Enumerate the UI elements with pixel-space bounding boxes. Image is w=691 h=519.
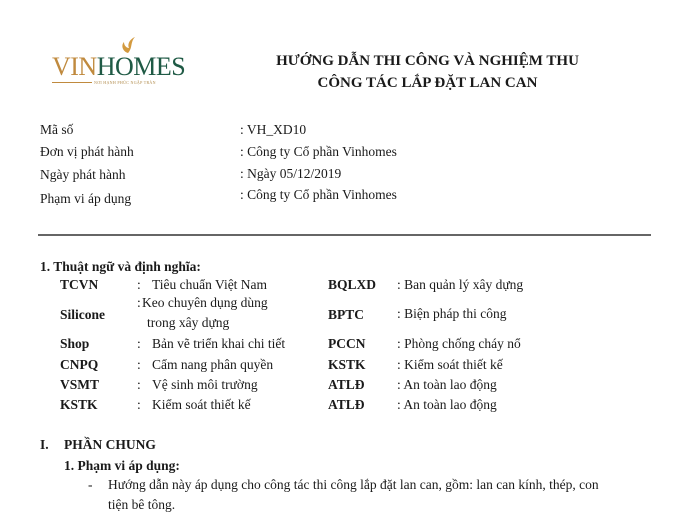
divider [38, 234, 651, 236]
logo-tagline: NƠI HẠNH PHÚC NGẬP TRÀN [94, 80, 156, 85]
term-def: : Biện pháp thi công [397, 306, 507, 321]
term-def: : Phòng chống cháy nổ [397, 336, 521, 351]
vinhomes-logo [48, 36, 186, 88]
term-def: : An toàn lao động [397, 377, 497, 392]
term-abbr: VSMT [60, 377, 100, 392]
term-def: : Ban quản lý xây dựng [397, 277, 524, 292]
term-def: Kiểm soát thiết kế [152, 397, 251, 412]
term-abbr: BQLXD [328, 277, 377, 292]
term-colon: : [137, 357, 141, 372]
term-abbr: KSTK [328, 357, 366, 372]
logo-tagline-rule [52, 82, 92, 83]
meta-label: Phạm vi áp dụng [40, 191, 132, 206]
term-abbr: Silicone [60, 307, 106, 322]
doc-title-line1: HƯỚNG DẪN THI CÔNG VÀ NGHIỆM THU [276, 53, 579, 69]
term-abbr: Shop [60, 336, 90, 351]
term-colon: : [137, 295, 141, 310]
logo-vin: VIN [52, 52, 97, 81]
term-def: Bản vẽ triển khai chi tiết [152, 336, 286, 351]
term-abbr: BPTC [328, 307, 365, 322]
section-number: I. [40, 437, 49, 452]
term-def: Cẩm nang phân quyền [152, 357, 274, 372]
term-colon: : [137, 397, 141, 412]
logo-wordmark [52, 52, 185, 82]
term-abbr: PCCN [328, 336, 366, 351]
doc-title-line2: CÔNG TÁC LẮP ĐẶT LAN CAN [317, 75, 538, 91]
meta-value: : Ngày 05/12/2019 [240, 166, 342, 181]
term-def: trong xây dựng [147, 315, 230, 330]
logo-homes: HOMES [96, 52, 186, 81]
bullet-marker: - [88, 477, 93, 492]
meta-value: : Công ty Cổ phần Vinhomes [240, 144, 397, 159]
term-abbr: ATLĐ [328, 377, 365, 392]
term-abbr: ATLĐ [328, 397, 365, 412]
meta-value: : VH_XD10 [240, 122, 307, 137]
term-def: : Kiểm soát thiết kế [397, 357, 503, 372]
meta-label: Mã số [40, 122, 74, 137]
section-heading: PHẦN CHUNG [64, 437, 156, 452]
terms-heading: 1. Thuật ngữ và định nghĩa: [40, 259, 201, 274]
term-colon: : [137, 336, 141, 351]
bullet-text-line2: tiện bê tông. [108, 497, 176, 512]
meta-value: : Công ty Cổ phần Vinhomes [240, 187, 397, 202]
term-abbr: KSTK [60, 397, 98, 412]
meta-label: Đơn vị phát hành [40, 144, 134, 159]
term-def: Vệ sinh môi trường [152, 377, 258, 392]
term-def: Keo chuyên dụng dùng [142, 295, 268, 310]
term-def: : An toàn lao động [397, 397, 497, 412]
meta-label: Ngày phát hành [40, 167, 126, 182]
term-colon: : [137, 377, 141, 392]
bullet-text-line1: Hướng dẫn này áp dụng cho công tác thi công lắp đặt lan can, gồm: lan can kính, thép, con [108, 477, 599, 492]
term-colon: : [137, 277, 141, 292]
subsection-heading: 1. Phạm vi áp dụng: [64, 458, 180, 473]
term-abbr: TCVN [60, 277, 99, 292]
term-abbr: CNPQ [60, 357, 99, 372]
term-def: Tiêu chuẩn Việt Nam [152, 277, 268, 292]
